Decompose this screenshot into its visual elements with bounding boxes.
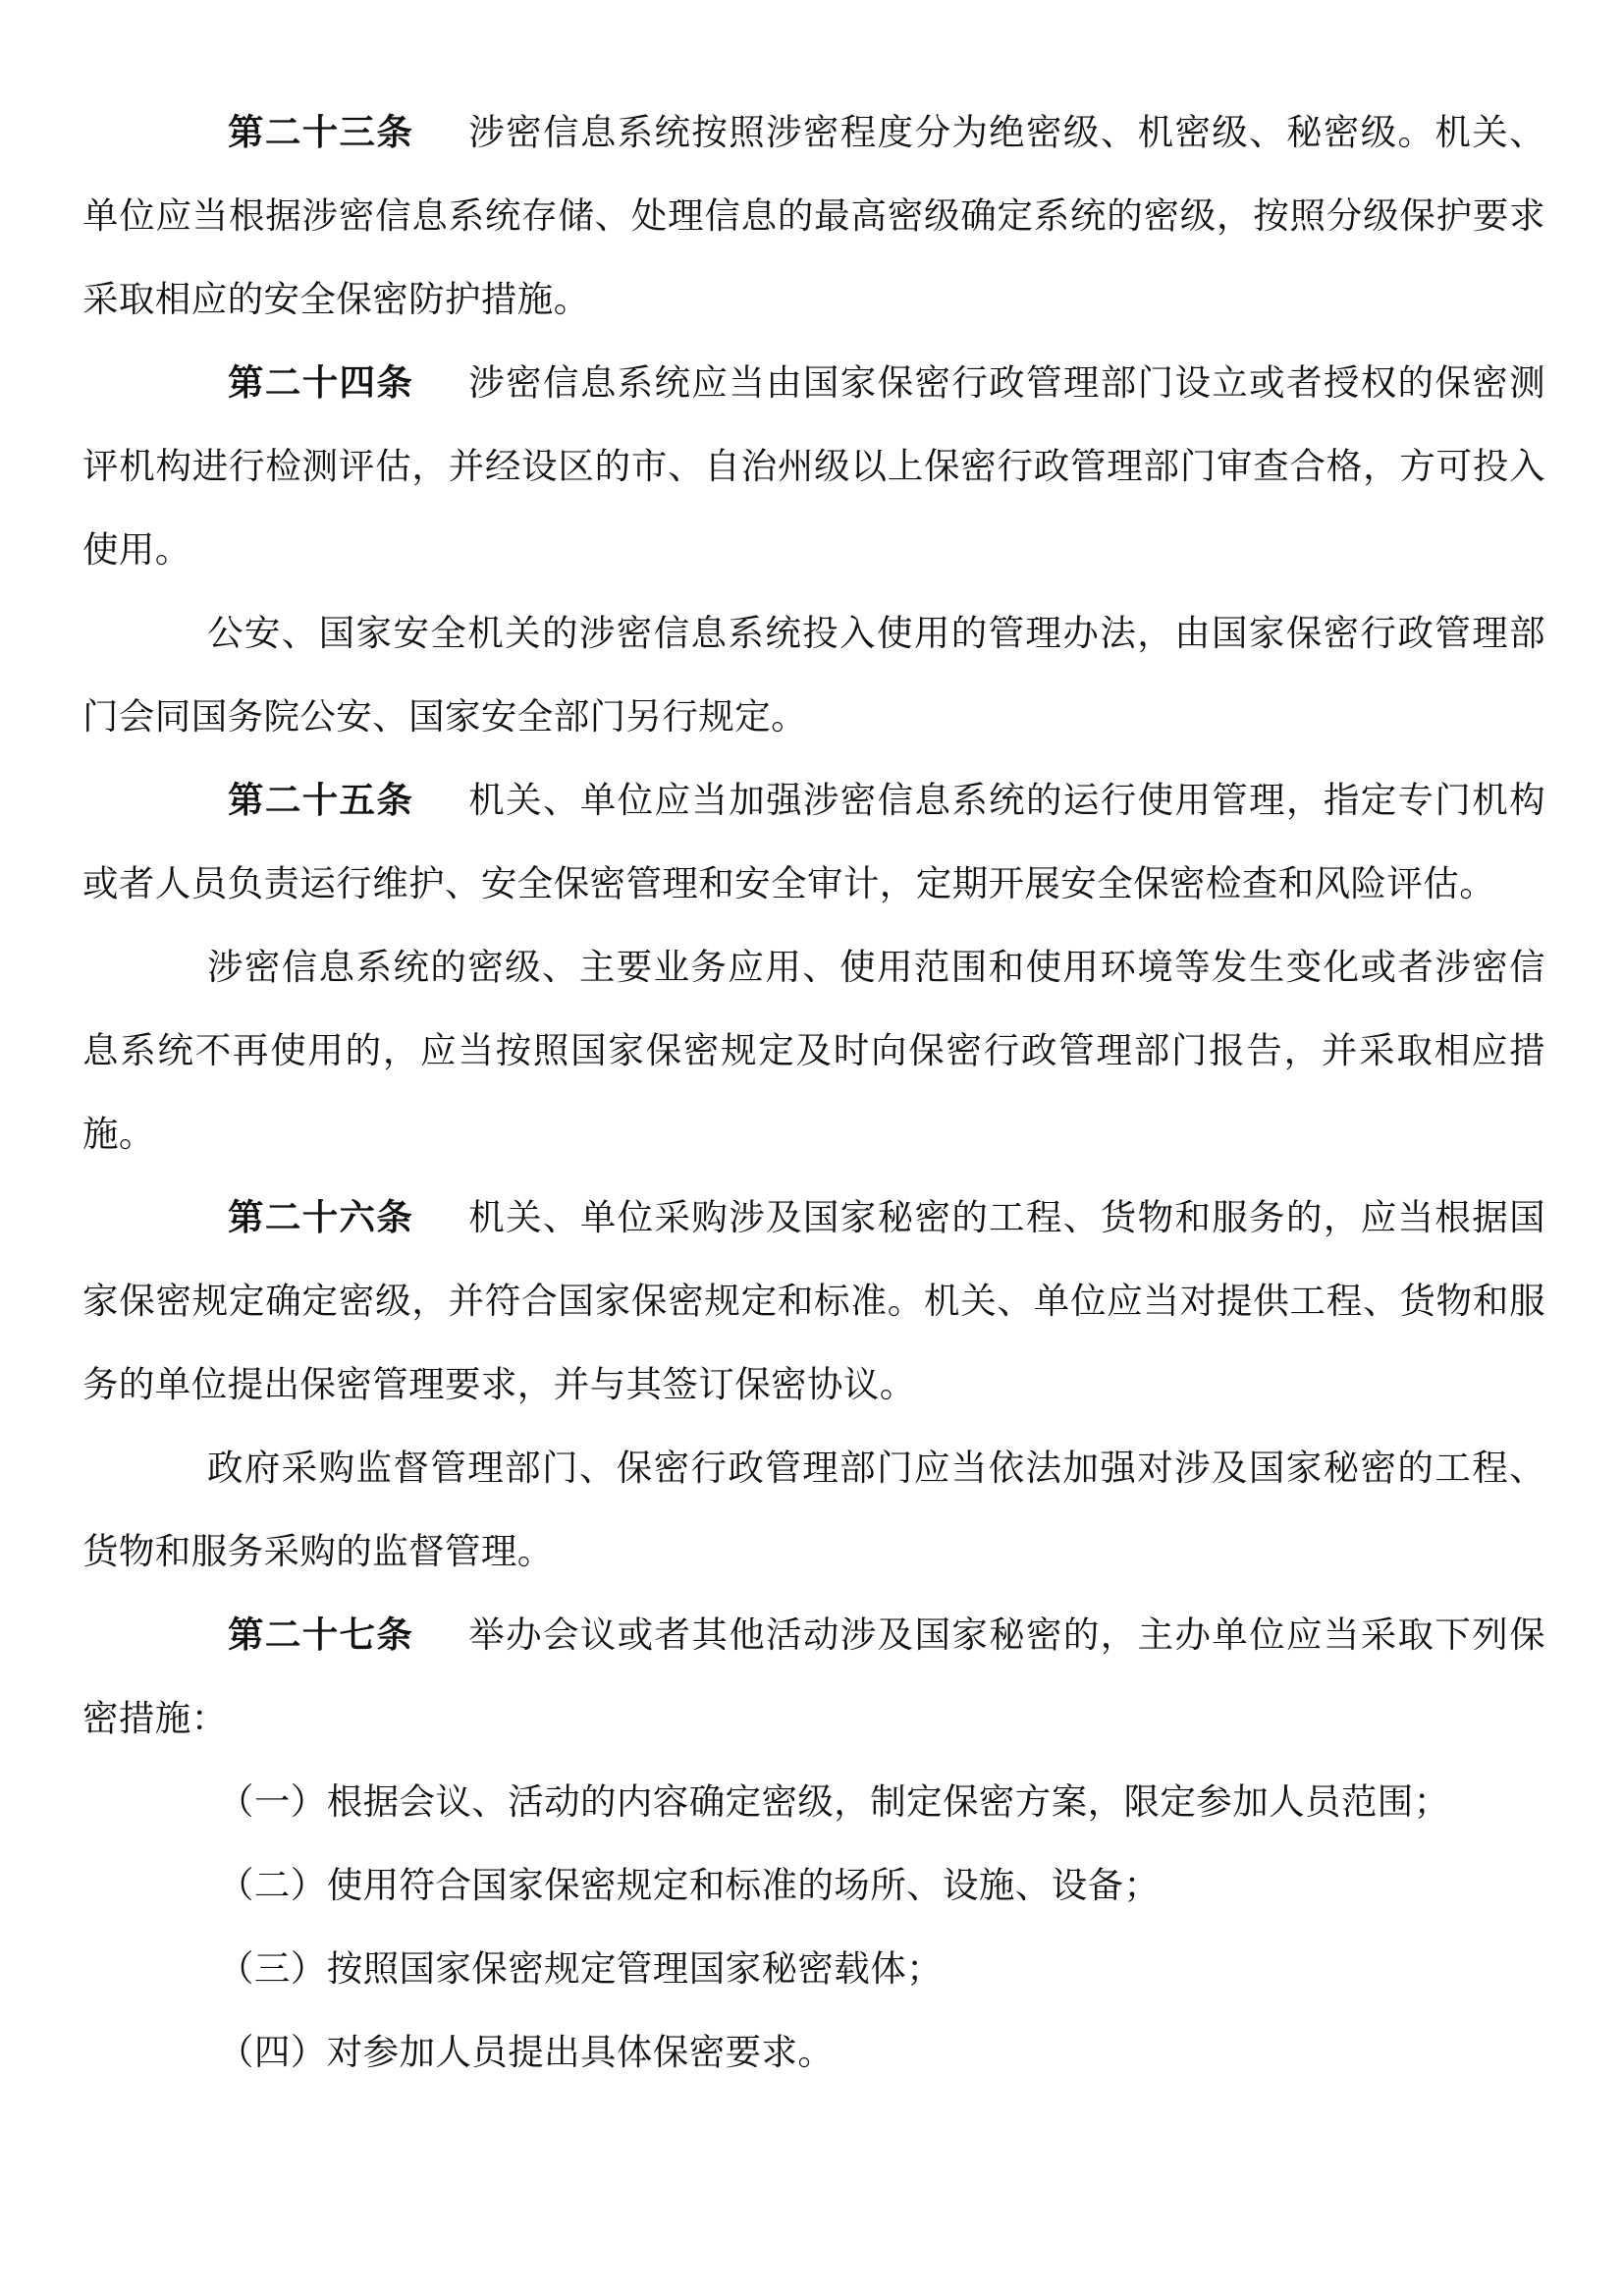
list-item: （三）按照国家保密规定管理国家秘密载体；: [218, 1947, 943, 1990]
article-24-paragraph-2: 公安、国家安全机关的涉密信息系统投入使用的管理办法，由国家保密行政管理部门会同国务院公安、国家安全部门另行规定。: [82, 612, 1545, 738]
article-25: [82, 758, 1545, 925]
article-25-paragraph-2: 涉密信息系统的密级、主要业务应用、使用范围和使用环境等发生变化或者涉密信息系统不再使用的，应当按照国家保密规定及时向保密行政管理部门报告，并采取相应措施。: [82, 946, 1545, 1155]
article-number: 第二十七条: [228, 1613, 414, 1656]
article-26-paragraph-2: 政府采购监督管理部门、保密行政管理部门应当依法加强对涉及国家秘密的工程、货物和服务采购的监督管理。: [82, 1447, 1545, 1572]
article-26: [82, 1175, 1545, 1426]
article-text: 涉密信息系统应当由国家保密行政管理部门设立或者授权的保密测评机构进行检测评估，并经设区的市、自治州级以上保密行政管理部门审查合格，方可投入使用。: [82, 361, 1545, 571]
article-number: 第二十六条: [228, 1196, 414, 1238]
article-text: 机关、单位应当加强涉密信息系统的运行使用管理，指定专门机构或者人员负责运行维护、安全保密管理和安全审计，定期开展安全保密检查和风险评估。: [82, 779, 1545, 904]
document-page: [82, 90, 1545, 2094]
article-number: 第二十五条: [228, 779, 414, 821]
article-24: [82, 341, 1545, 591]
article-text: 涉密信息系统按照涉密程度分为绝密级、机密级、秘密级。机关、单位应当根据涉密信息系统存储、处理信息的最高密级确定系统的密级，按照分级保护要求采取相应的安全保密防护措施。: [82, 111, 1545, 320]
article-number: 第二十四条: [228, 361, 414, 404]
article-number: 第二十三条: [228, 111, 414, 153]
article-text: 机关、单位采购涉及国家秘密的工程、货物和服务的，应当根据国家保密规定确定密级，并符合国家保密规定和标准。机关、单位应当对提供工程、货物和服务的单位提出保密管理要求，并与其签订保密协议。: [82, 1196, 1545, 1405]
article-27: [82, 1593, 1545, 1760]
list-item: （二）使用符合国家保密规定和标准的场所、设施、设备；: [218, 1864, 1161, 1906]
article-text: 举办会议或者其他活动涉及国家秘密的，主办单位应当采取下列保密措施：: [82, 1613, 1545, 1739]
article-23: [82, 90, 1545, 341]
list-item: （四）对参加人员提出具体保密要求。: [218, 2031, 835, 2073]
list-item: （一）根据会议、活动的内容确定密级，制定保密方案，限定参加人员范围；: [218, 1780, 1450, 1823]
